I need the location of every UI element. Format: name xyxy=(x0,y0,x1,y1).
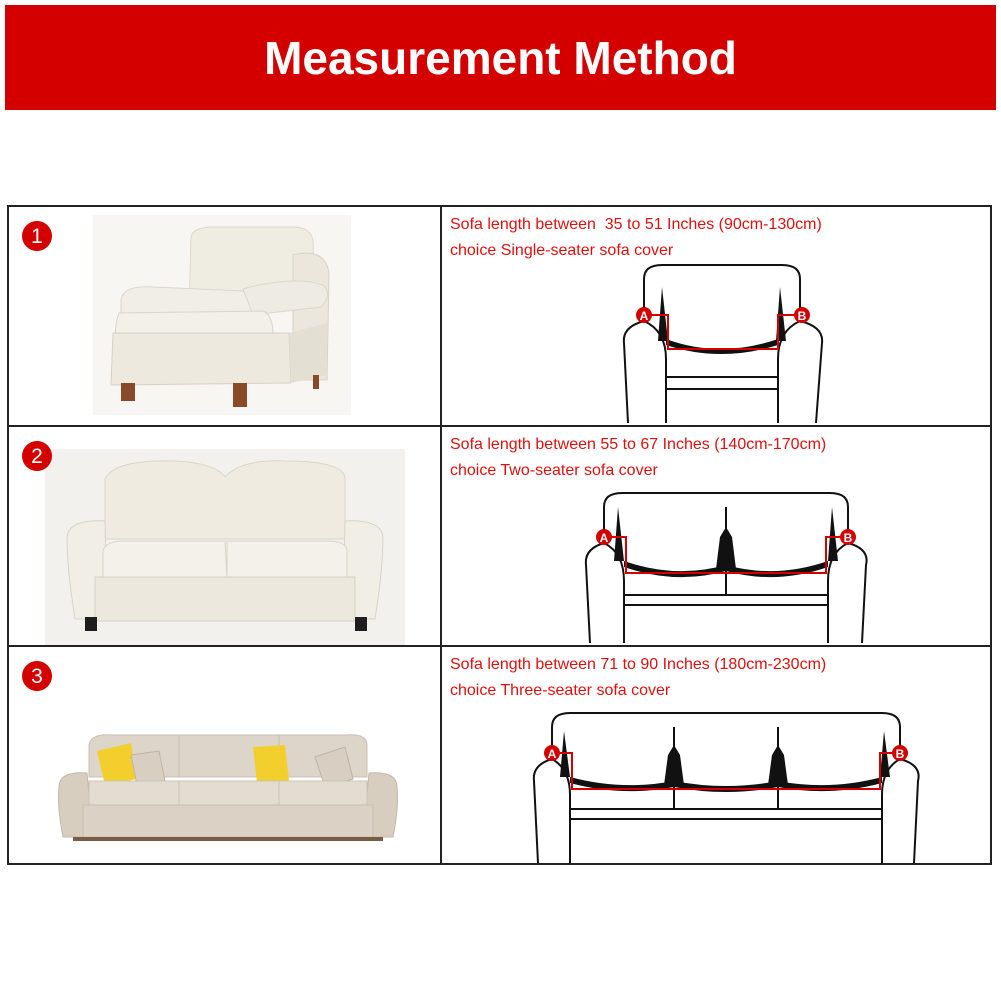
size-range-text: Sofa length between 71 to 90 Inches (180cm-230cm) xyxy=(450,656,827,673)
size-choice-text: choice Single-seater sofa cover xyxy=(450,242,674,259)
marker-a-label: A xyxy=(639,309,649,323)
photo-cell xyxy=(9,207,442,425)
step-badge: 1 xyxy=(22,221,52,251)
info-cell xyxy=(442,207,990,425)
photo-cell xyxy=(9,647,442,863)
table-row xyxy=(9,647,990,863)
size-range-text: Sofa length between 35 to 51 Inches (90cm-130cm) xyxy=(450,216,822,233)
single-seater-diagram xyxy=(602,259,842,423)
three-seater-diagram xyxy=(506,707,946,867)
marker-b-label: B xyxy=(843,531,853,545)
marker-a-label: A xyxy=(547,747,557,761)
marker-a-label: A xyxy=(599,531,609,545)
info-cell xyxy=(442,427,990,645)
step-badge: 3 xyxy=(22,661,52,691)
step-badge: 2 xyxy=(22,441,52,471)
table-row xyxy=(9,207,990,427)
photo-cell xyxy=(9,427,442,645)
two-seater-diagram xyxy=(558,487,894,647)
size-choice-text: choice Two-seater sofa cover xyxy=(450,462,658,479)
size-description xyxy=(450,432,826,484)
size-description xyxy=(450,212,822,264)
loveseat-photo xyxy=(45,449,405,645)
size-description xyxy=(450,652,826,704)
armchair-photo xyxy=(93,215,351,415)
measurement-table xyxy=(7,205,992,865)
marker-b-label: B xyxy=(895,747,905,761)
size-choice-text: choice Three-seater sofa cover xyxy=(450,682,671,699)
size-range-text: Sofa length between 55 to 67 Inches (140cm-170cm) xyxy=(450,436,827,453)
page-title: Measurement Method xyxy=(264,31,737,84)
info-cell xyxy=(442,647,990,863)
header-banner xyxy=(5,5,996,110)
table-row xyxy=(9,427,990,647)
three-seater-photo xyxy=(53,717,403,847)
marker-b-label: B xyxy=(797,309,807,323)
